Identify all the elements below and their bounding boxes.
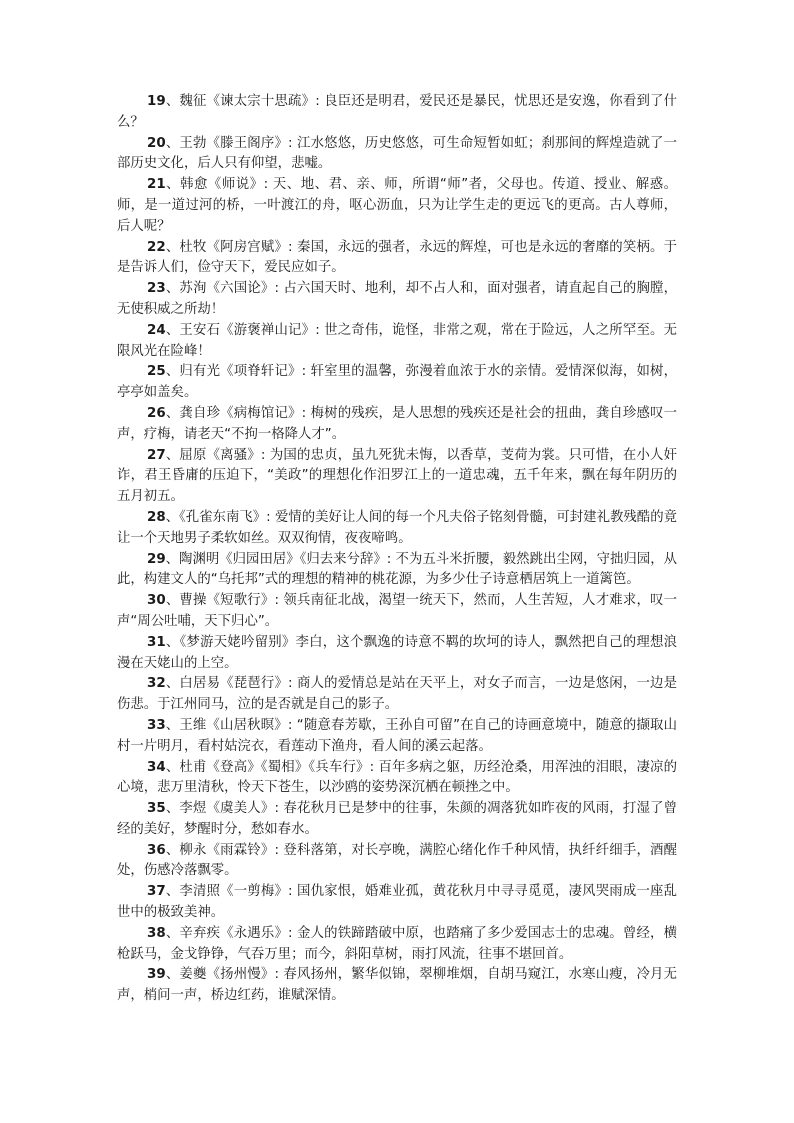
entry-number: 30 [147,593,166,609]
entry-number: 36 [147,842,166,858]
entry-number: 33 [147,717,166,733]
entry-text: 、魏征《谏太宗十思疏》: 良臣还是明君，爱民还是暴民，忧思还是安逸，你看到了什么？ [117,94,677,130]
entry-36 [117,841,677,883]
entry-text: 、屈原《离骚》: 为国的忠贞，虽九死犹未悔，以香草，芰荷为裳。只可惜，在小人奸诈，君王昏庸的压迫下，“美政”的理想化作汨罗江上的一道忠魂，五千年来，飘在每年阴历的五月初五。 [117,447,677,505]
entry-27 [117,446,677,508]
entry-number: 38 [147,925,166,941]
entry-26 [117,404,677,446]
entry-38 [117,924,677,966]
entry-number: 22 [147,239,166,255]
entry-text: 、归有光《项脊轩记》: 轩室里的温馨，弥漫着血浓于水的亲情。爱情深似海，如树，亭亭如盖矣。 [117,364,677,401]
entry-number: 20 [147,135,166,151]
entry-text: 、李煜《虞美人》: 春花秋月已是梦中的往事，朱颜的凋落犹如昨夜的风雨，打湿了曾经的美好，梦醒时分，愁如春水。 [117,801,677,837]
entry-23 [117,279,677,321]
entry-text: 、《梦游天姥吟留别》李白，这个飘逸的诗意不羁的坎坷的诗人，飘然把自己的理想浪漫在天姥山的上空。 [117,634,677,671]
entry-number: 39 [147,967,166,983]
entry-19 [117,92,677,134]
entry-number: 27 [147,447,166,463]
entry-text: 、杜甫《登高》《蜀相》《兵车行》: 百年多病之躯，历经沧桑，用浑浊的泪眼，凄凉的心境，悲万里清秋，怜天下苍生，以沙鸥的姿势深沉栖在顿挫之中。 [117,759,677,796]
entry-text: 、苏洵《六国论》: 占六国天时、地利，却不占人和，面对强者，请直起自己的胸膛，无使积威之所劫！ [117,281,677,317]
entry-text: 、柳永《雨霖铃》: 登科落第，对长亭晚，满腔心绪化作千种风情，执纤纤细手，酒醒处，伤感冷落飘零。 [117,842,677,879]
entry-21 [117,175,677,237]
entry-37 [117,882,677,924]
entry-text: 、陶渊明《归园田居》《归去来兮辞》: 不为五斗米折腰，毅然跳出尘网，守拙归园，从此，构建文人的“乌托邦”式的理想的精神的桃花源，为多少仕子诗意栖居筑上一道篱笆。 [117,551,677,588]
entry-35 [117,799,677,841]
entry-number: 29 [147,551,166,567]
entry-34 [117,758,677,800]
entry-20 [117,134,677,176]
entry-number: 25 [147,364,166,380]
document-body [117,92,677,1007]
entry-33 [117,716,677,758]
entry-text: 、《孔雀东南飞》: 爱情的美好让人间的每一个凡夫俗子铭刻骨髓，可封建礼教残酷的竟让一个天地男子柔软如丝。双双徇情，夜夜啼鸣。 [117,509,677,546]
entry-number: 35 [147,801,166,817]
entry-number: 32 [147,676,166,692]
entry-text: 、白居易《琵琶行》: 商人的爱情总是站在天平上，对女子而言，一边是悠闲，一边是伤悲。于江州同马，泣的是否就是自己的影子。 [117,676,677,713]
entry-text: 、辛弃疾《永遇乐》: 金人的铁蹄踏破中原，也踏痛了多少爱国志士的忠魂。曾经，横枪跃马，金戈铮铮，气吞万里；而今，斜阳草树，雨打风流，往事不堪回首。 [117,925,677,962]
entry-text: 、姜夔《扬州慢》: 春风扬州，繁华似锦，翠柳堆烟，自胡马窥江，水寒山瘦，冷月无声，梢问一声，桥边红药，谁赋深情。 [117,967,677,1004]
entry-24 [117,321,677,363]
entry-28 [117,508,677,550]
entry-31 [117,633,677,675]
entry-text: 、杜牧《阿房宫赋》: 秦国，永远的强者，永远的辉煌，可也是永远的奢靡的笑柄。于是告诉人们，俭守天下，爱民应如子。 [117,239,677,276]
entry-number: 23 [147,281,166,297]
entry-text: 、韩愈《师说》: 天、地、君、亲、师，所谓“师”者，父母也。传道、授业、解惑。师，是一道过河的桥，一叶渡江的舟，呕心沥血，只为让学生走的更远飞的更高。古人尊师，后人呢？ [117,177,677,234]
entry-39 [117,965,677,1007]
entry-number: 34 [147,759,166,775]
entry-32 [117,674,677,716]
entry-text: 、王勃《滕王阁序》: 江水悠悠，历史悠悠，可生命短暂如虹；刹那间的辉煌造就了一部历史文化，后人只有仰望，悲嘘。 [117,135,677,172]
entry-22 [117,238,677,280]
entry-text: 、王安石《游褒禅山记》: 世之奇伟，诡怪，非常之观，常在于险远，人之所罕至。无限风光在险峰！ [117,322,677,359]
entry-text: 、王维《山居秋暝》: “随意春芳歇，王孙自可留”在自己的诗画意境中，随意的撷取山村一片明月，看村姑浣衣，看莲动下渔舟，看人间的溪云起落。 [117,717,677,754]
entry-number: 28 [147,509,166,525]
entry-number: 21 [147,177,166,193]
entry-text: 、李清照《一剪梅》: 国仇家恨，婚难业孤，黄花秋月中寻寻觅觅，凄风哭雨成一座乱世中的极致美神。 [117,884,677,921]
entry-number: 31 [147,634,166,650]
entry-29 [117,550,677,592]
entry-30 [117,591,677,633]
entry-text: 、曹操《短歌行》: 领兵南征北战，渴望一统天下，然而，人生苦短，人才难求，叹一声“周公吐哺，天下归心”。 [117,593,677,629]
entry-number: 24 [147,322,166,338]
entry-number: 37 [147,884,166,900]
entry-25 [117,362,677,404]
entry-number: 19 [147,94,166,109]
entry-text: 、龚自珍《病梅馆记》: 梅树的残疾，是人思想的残疾还是社会的扭曲，龚自珍感叹一声，疗梅，请老天“不拘一格降人才”。 [117,405,677,442]
entry-number: 26 [147,405,166,421]
